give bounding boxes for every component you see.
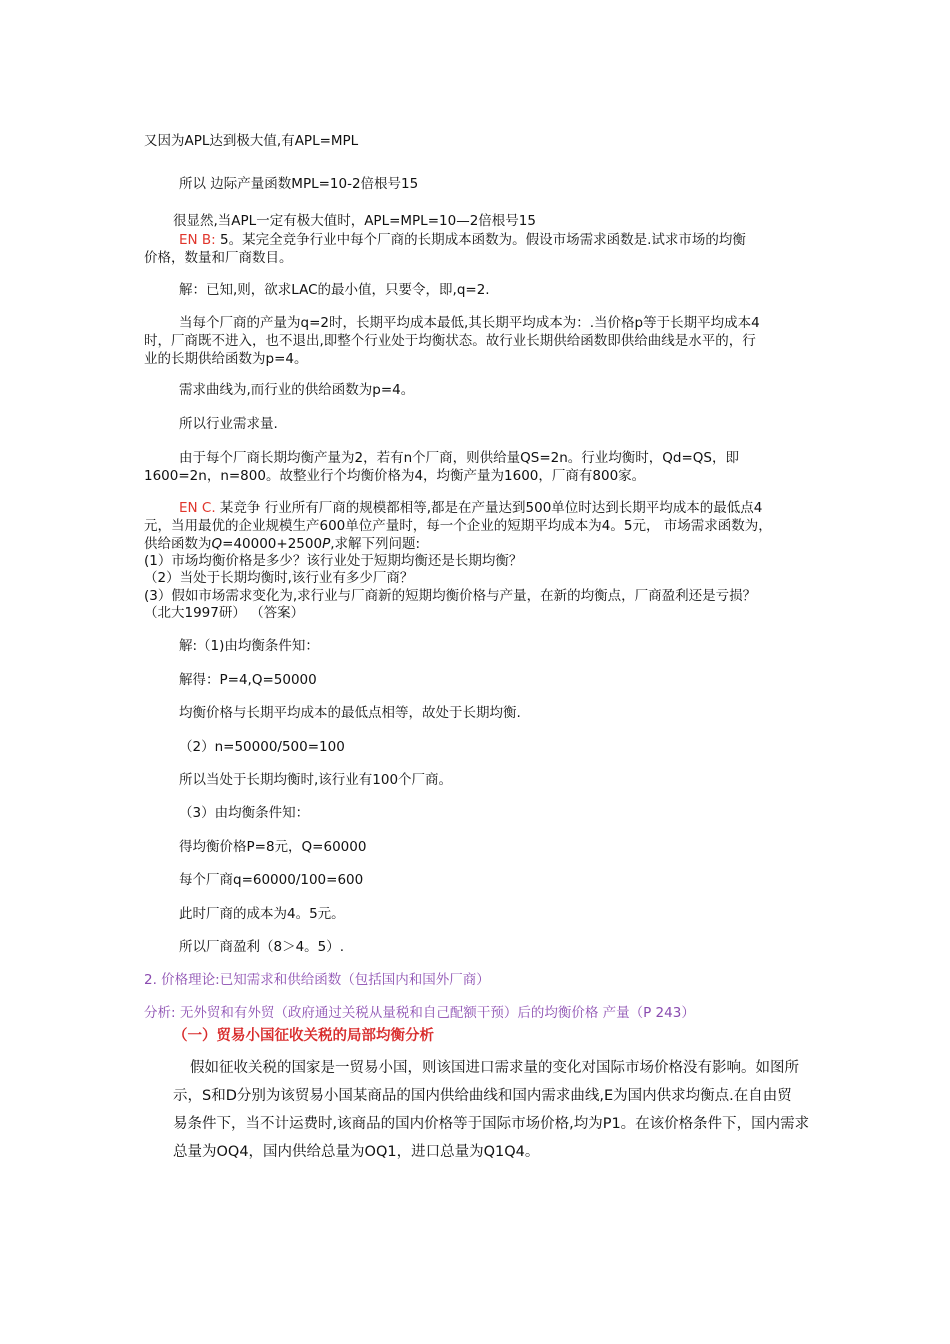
subsection-title: （一）贸易小国征收关税的局部均衡分析: [173, 1028, 434, 1044]
exercise-label: EN C.: [179, 500, 216, 516]
text-line: 均衡价格与长期平均成本的最低点相等，故处于长期均衡.: [179, 705, 521, 721]
text-segment: ,求解下列问题:: [330, 536, 421, 552]
text-line: 每个厂商q=60000/100=600: [179, 872, 364, 888]
text-line: 又因为APL达到极大值,有APL=MPL: [144, 133, 359, 149]
text-line: （北大1997研） （答案）: [144, 605, 305, 621]
section-heading: 2. 价格理论:已知需求和供给函数（包括国内和国外厂商）: [144, 972, 490, 988]
text-line: 解：已知,则，欲求LAC的最小值，只要令，即,q=2.: [179, 282, 490, 298]
text-line: 需求曲线为,而行业的供给函数为p=4。: [179, 382, 415, 398]
text-segment: 供给函数为: [144, 536, 212, 552]
text-line: 当每个厂商的产量为q=2时，长期平均成本最低,其长期平均成本为：.当价格p等于长期平均成本4: [179, 315, 760, 331]
section-heading: 分析: 无外贸和有外贸（政府通过关税从量税和自己配额干预）后的均衡价格 产量（P 243）: [144, 1005, 695, 1021]
text-segment: 5。某完全竞争行业中每个厂商的长期成本函数为。假设市场需求函数是.试求市场的均衡: [215, 232, 746, 248]
math-symbol: Q: [211, 536, 223, 552]
question-item: (1）市场均衡价格是多少？该行业处于短期均衡还是长期均衡？: [144, 553, 523, 569]
text-line: [144, 536, 420, 553]
text-line: 由于每个厂商长期均衡产量为2，若有n个厂商，则供给量QS=2n。行业均衡时，Qd=QS，即: [179, 450, 739, 466]
text-line: 业的长期供给函数为p=4。: [144, 351, 308, 367]
text-line: 所以当处于长期均衡时,该行业有100个厂商。: [179, 772, 453, 788]
text-line: 所以行业需求量.: [179, 416, 278, 432]
paragraph-line: 假如征收关税的国家是一贸易小国，则该国进口需求量的变化对国际市场价格没有影响。如图所: [190, 1060, 799, 1076]
text-line: 所以厂商盈利（8＞4。5）.: [179, 939, 345, 955]
math-symbol: P: [322, 536, 331, 552]
text-line: 解得：P=4,Q=50000: [179, 672, 317, 688]
text-line: （3）由均衡条件知：: [179, 805, 310, 821]
text-line: [179, 500, 762, 517]
question-item: （2）当处于长期均衡时,该行业有多少厂商？: [144, 570, 414, 586]
question-item: (3）假如市场需求变化为,求行业与厂商新的短期均衡价格与产量，在新的均衡点，厂商盈利还是亏损？: [144, 588, 757, 604]
text-line: 很显然,当APL一定有极大值时，APL=MPL=10—2倍根号15: [173, 213, 536, 229]
text-segment: 某竞争 行业所有厂商的规模都相等,都是在产量达到500单位时达到长期平均成本的最低点4: [215, 500, 763, 516]
exercise-label: EN B:: [179, 232, 216, 248]
text-line: （2）n=50000/500=100: [179, 739, 345, 755]
text-line: 此时厂商的成本为4。5元。: [179, 906, 345, 922]
text-line: 得均衡价格P=8元，Q=60000: [179, 839, 367, 855]
paragraph-line: 示，S和D分别为该贸易小国某商品的国内供给曲线和国内需求曲线,E为国内供求均衡点.在自由贸: [173, 1088, 792, 1104]
text-line: 元，当用最优的企业规模生产600单位产量时，每一个企业的短期平均成本为4。5元， 市场需求函数为，: [144, 518, 772, 534]
text-line: 所以 边际产量函数MPL=10-2倍根号15: [179, 176, 419, 192]
text-line: 价格，数量和厂商数目。: [144, 250, 293, 266]
text-segment: =40000+2500: [222, 536, 323, 552]
paragraph-line: 总量为OQ4，国内供给总量为OQ1，进口总量为Q1Q4。: [173, 1144, 540, 1160]
text-line: 1600=2n，n=800。故整业行个均衡价格为4，均衡产量为1600，厂商有800家。: [144, 468, 646, 484]
paragraph-line: 易条件下，当不计运费时,该商品的国内价格等于国际市场价格,均为P1。在该价格条件下，国内需求: [173, 1116, 810, 1132]
text-line: 时，厂商既不进入，也不退出,即整个行业处于均衡状态。故行业长期供给函数即供给曲线是水平的，行: [144, 333, 756, 349]
text-line: 解:（1)由均衡条件知：: [179, 638, 319, 654]
text-line: [179, 232, 746, 249]
